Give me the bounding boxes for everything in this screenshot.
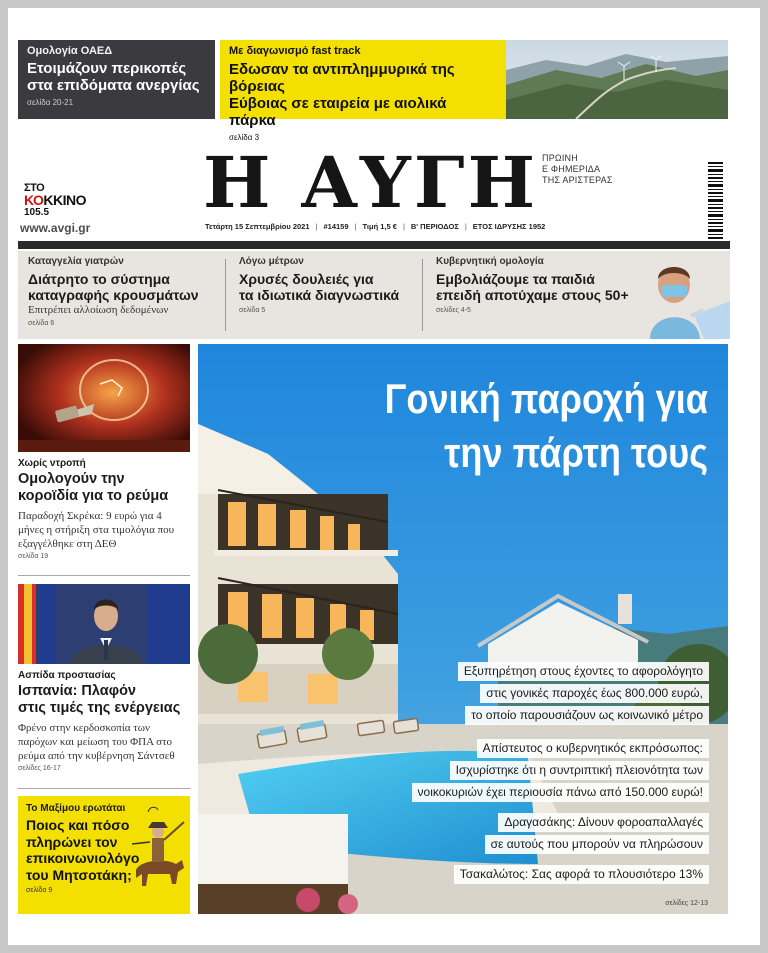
separator: | xyxy=(402,222,405,231)
story-kicker: Κυβερνητική ομολογία xyxy=(436,256,544,267)
radio-name-black: ΚΚΙΝΟ xyxy=(43,192,86,208)
story-headline xyxy=(239,271,419,303)
barcode-icon xyxy=(708,160,723,240)
radio-name-red: ΚΟ xyxy=(24,192,44,208)
headline-line: Ισπανία: Πλαφόν xyxy=(18,683,136,699)
caption-line: στις γονικές παροχές έως 800.000 ευρώ, xyxy=(480,684,709,703)
story-kicker: Καταγγελία γιατρών xyxy=(28,256,124,267)
strip-story-vaccination[interactable] xyxy=(428,256,650,314)
body-line: μήνες η στήριξη στα τιμολόγια που xyxy=(18,524,175,536)
promo-headline-line: Ετοιμάζουν περικοπές xyxy=(27,60,187,77)
headline-line: στις τιμές της ενέργειας xyxy=(18,700,181,716)
headline-line: καταγραφής κρουσμάτων xyxy=(28,287,199,303)
tagline xyxy=(542,153,613,186)
rider-illustration xyxy=(126,804,188,904)
promo-kicker: Ομολογία ΟΑΕΔ xyxy=(27,45,113,57)
caption-block xyxy=(458,662,709,725)
issue-price: Τιμή 1,5 € xyxy=(362,222,397,231)
story-headline xyxy=(26,817,140,883)
headline-line: κοροϊδία για το ρεύμα xyxy=(18,488,169,504)
strip-divider xyxy=(422,259,423,331)
caption-line: το οποίο παρουσιάζουν ως κοινωνικό μέτρο xyxy=(465,706,709,725)
strip-story-doctors[interactable] xyxy=(20,256,224,327)
caption-line: Δραγασάκης: Δίνουν φοροαπαλλαγές xyxy=(498,813,709,832)
page-ref: σελίδα 9 xyxy=(26,887,53,894)
promo-kicker: Με διαγωνισμό fast track xyxy=(229,45,361,57)
front-page xyxy=(8,8,760,945)
radio-frequency: 105.5 xyxy=(24,207,50,218)
story-headline xyxy=(436,271,642,303)
strip-divider xyxy=(225,259,226,331)
promo-headline-line: στα επιδόματα ανεργίας xyxy=(27,77,200,94)
caption-line: Απίστευτος ο κυβερνητικός εκπρόσωπος: xyxy=(477,739,709,758)
caption-block xyxy=(412,739,709,802)
hero-headline xyxy=(304,372,708,480)
headline-line: Ομολογούν την xyxy=(18,471,125,487)
body-line: εξαγγέλθηκε στη ΔΕΘ xyxy=(18,538,117,550)
story-headline xyxy=(28,271,216,303)
body-line: Παραδοχή Σκρέκα: 9 ευρώ για 4 xyxy=(18,510,162,522)
founding-year: ΕΤΟΣ ΙΔΡΥΣΗΣ 1952 xyxy=(472,222,546,231)
story-body xyxy=(18,721,190,763)
story-spain-energy[interactable] xyxy=(18,670,190,772)
headline-line: τα ιδιωτικά διαγνωστικά xyxy=(239,287,400,303)
page-ref: σελίδα 6 xyxy=(28,320,55,327)
page-ref: σελίδα 20-21 xyxy=(27,98,74,107)
masthead-rule xyxy=(18,241,730,249)
tagline-line: ΤΗΣ ΑΡΙΣΤΕΡΑΣ xyxy=(542,175,613,185)
story-body xyxy=(18,509,190,551)
headline-line: πληρώνει τον xyxy=(26,833,118,850)
story-subhead: Επιτρέπει αλλοίωση δεδομένων xyxy=(28,304,169,316)
dateline xyxy=(205,222,545,231)
story-headline xyxy=(18,471,190,505)
hero-story[interactable] xyxy=(198,344,728,914)
page-ref: σελίδες 16-17 xyxy=(18,765,61,772)
newspaper-logo: Η ΑΥΓΗ xyxy=(203,141,539,224)
caption-line: νοικοκυριών έχει περιουσία πάνω από 150.000 ευρώ! xyxy=(412,783,709,802)
story-kicker: Λόγω μέτρων xyxy=(239,256,304,267)
headline-line: επειδή αποτύχαμε στους 50+ xyxy=(436,287,629,303)
body-line: ρεύμα από την κυβέρνηση Σάντσεθ xyxy=(18,750,175,762)
caption-line: Ισχυρίστηκε ότι η συντριπτική πλειονότητα των xyxy=(450,761,709,780)
pedro-sanchez-photo xyxy=(18,584,190,664)
page-ref: σελίδες 12-13 xyxy=(665,900,708,907)
headline-line: επικοινωνιολόγο xyxy=(26,850,140,866)
page-ref: σελίδα 3 xyxy=(229,133,260,142)
promo-headline-line: Εδωσαν τα αντιπλημμυρικά της βόρειας xyxy=(229,61,455,95)
caption-block xyxy=(485,813,709,854)
tagline-line: ΠΡΩΙΝΗ xyxy=(542,153,578,163)
issue-period: Β' ΠΕΡΙΟΔΟΣ xyxy=(410,222,459,231)
story-headline xyxy=(18,683,190,717)
website-link[interactable]: www.avgi.gr xyxy=(20,221,91,235)
promo-oaed[interactable] xyxy=(18,40,215,119)
headline-line: Διάτρητο το σύστημα xyxy=(28,271,170,287)
tagline-line: Ε ΦΗΜΕΡΙΔΑ xyxy=(542,164,601,174)
radio-line: ΣΤΟ xyxy=(24,182,45,194)
column-divider xyxy=(18,788,190,789)
issue-number: #14159 xyxy=(323,222,349,231)
child-vaccination-photo xyxy=(644,251,730,339)
story-maximou-box[interactable] xyxy=(18,796,190,914)
column-divider xyxy=(18,575,190,576)
separator: | xyxy=(464,222,467,231)
hero-headline-line: Γονική παροχή για xyxy=(384,375,708,422)
promo-evia[interactable] xyxy=(220,40,506,142)
caption-block xyxy=(454,865,709,884)
radio-name xyxy=(24,194,86,207)
page-ref: σελίδα 5 xyxy=(239,307,266,314)
headline-line: Ποιος και πόσο xyxy=(26,817,130,833)
wind-farm-photo xyxy=(506,40,728,119)
separator: | xyxy=(315,222,318,231)
issue-date: Τετάρτη 15 Σεπτεμβρίου 2021 xyxy=(205,222,310,231)
headline-line: Χρυσές δουλειές για xyxy=(239,271,374,287)
headline-line: Εμβολιάζουμε τα παιδιά xyxy=(436,271,595,287)
caption-line: Εξυπηρέτηση στους έχοντες το αφορολόγητο xyxy=(458,662,709,681)
story-kicker: Ασπίδα προστασίας xyxy=(18,670,116,681)
story-kicker: Χωρίς ντροπή xyxy=(18,458,86,469)
body-line: Φρένο στην κερδοσκοπία των xyxy=(18,722,150,734)
hero-headline-line: την πάρτη τους xyxy=(444,429,708,476)
promo-headline xyxy=(229,61,497,129)
promo-headline xyxy=(27,60,206,94)
separator: | xyxy=(354,222,357,231)
story-electricity[interactable] xyxy=(18,458,190,560)
headline-strip xyxy=(18,251,730,339)
body-line: παρόχων και μείωση του ΦΠΑ στο xyxy=(18,736,173,748)
page-ref: σελίδες 4-5 xyxy=(436,307,471,314)
story-kicker: Το Μαξίμου ερωτάται xyxy=(26,803,126,814)
caption-line: σε αυτούς που μπορούν να πληρώσουν xyxy=(485,835,709,854)
caption-line: Τσακαλώτος: Σας αφορά το πλουσιότερο 13% xyxy=(454,865,709,884)
strip-story-diagnostics[interactable] xyxy=(231,256,427,314)
promo-headline-line: Εύβοιας σε εταιρεία με αιολικά πάρκα xyxy=(229,95,447,129)
radio-logo[interactable] xyxy=(24,182,86,218)
broken-lightbulb-photo xyxy=(18,344,190,452)
page-ref: σελίδα 19 xyxy=(18,553,49,560)
headline-line: του Μητσοτάκη; xyxy=(26,866,132,883)
